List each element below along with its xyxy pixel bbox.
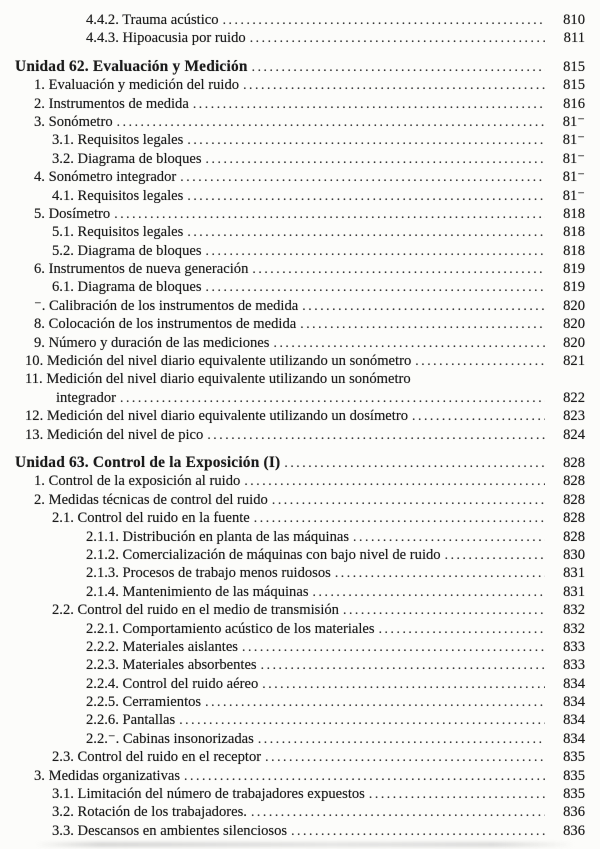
dot-leader — [206, 242, 545, 260]
toc-entry — [0, 711, 585, 729]
toc-entry-page: 818 — [563, 205, 585, 222]
toc-entry-label: 1. Control de la exposición al ruido — [34, 473, 241, 490]
toc-entry-label: 2.2.4. Control del ruido aéreo — [86, 675, 259, 692]
toc-entry — [0, 168, 585, 186]
toc-entry-page: 81⁻ — [562, 169, 585, 186]
toc-entry — [0, 29, 585, 47]
toc-entry-page: 828 — [563, 510, 585, 527]
toc-entry-page: 81⁻ — [562, 113, 585, 130]
toc-entry — [0, 693, 585, 711]
toc-entry — [0, 76, 585, 94]
toc-entry-label: Unidad 62. Evaluación y Medición — [15, 57, 248, 75]
toc-entry-page: 832 — [563, 620, 585, 637]
toc-entry-label: 4. Sonómetro integrador — [34, 169, 177, 186]
toc-entry-label: 3.1. Requisitos legales — [52, 132, 184, 149]
toc-entry — [0, 131, 585, 149]
dot-leader — [184, 767, 545, 785]
dot-leader — [415, 352, 545, 370]
toc-entry — [0, 454, 585, 472]
toc-entry — [0, 370, 585, 388]
toc-entry-page: 828 — [563, 454, 585, 471]
dot-leader — [187, 131, 545, 149]
dot-leader — [179, 711, 545, 729]
toc-entry-page: 830 — [563, 546, 585, 563]
dot-leader — [412, 407, 545, 425]
toc-entry-label: 2.2.6. Pantallas — [86, 712, 176, 729]
dot-leader — [445, 546, 545, 564]
toc-entry-label: 12. Medición del nivel diario equivalente utilizando un dosímetro — [25, 408, 408, 425]
toc-entry-label: 4.4.3. Hipoacusia por ruido — [86, 30, 246, 47]
toc-entry — [0, 407, 585, 425]
toc-entry — [0, 315, 585, 333]
toc-entry-page: 835 — [563, 767, 585, 784]
toc-entry-page: 834 — [563, 694, 585, 711]
toc-entry — [0, 675, 585, 693]
toc-entry-page: 820 — [563, 316, 585, 333]
toc-entry-page: 824 — [563, 426, 585, 443]
dot-leader — [114, 205, 545, 223]
toc-entry-page: 833 — [563, 638, 585, 655]
toc-entry-page: 834 — [563, 675, 585, 692]
toc-entry-label: 2. Instrumentos de medida — [34, 95, 189, 112]
toc-entry-page: 81⁻ — [562, 187, 585, 204]
toc-entry-page: 821 — [563, 353, 585, 370]
toc-entry-label: 3. Medidas organizativas — [34, 767, 181, 784]
toc-entry — [0, 205, 585, 223]
toc-entry-page: 828 — [563, 528, 585, 545]
toc-entry — [0, 748, 585, 766]
toc-entry-page: 832 — [563, 602, 585, 619]
toc-entry-label: 2.2.5. Cerramientos — [86, 694, 202, 711]
toc-entry — [0, 564, 585, 582]
dot-leader — [313, 583, 545, 601]
dot-leader — [272, 491, 545, 509]
dot-leader — [207, 426, 545, 444]
toc-entry-label: 2.1.1. Distribución en planta de las máquinas — [86, 528, 350, 545]
toc-entry-label: 2.1.2. Comercialización de máquinas con bajo nivel de ruido — [86, 546, 441, 563]
toc-entry-label: 2.1.3. Procesos de trabajo menos ruidosos — [86, 565, 331, 582]
toc-entry-label: 4.1. Requisitos legales — [52, 187, 184, 204]
toc-entry — [0, 767, 585, 785]
toc-entry — [0, 242, 585, 260]
toc-entry — [0, 730, 585, 748]
dot-leader — [369, 785, 545, 803]
toc-entry-page: 810 — [563, 12, 585, 28]
toc-entry-label: 4.4.2. Trauma acústico — [86, 12, 219, 28]
toc-entry-label: 5. Dosímetro — [34, 205, 111, 222]
toc-entry — [0, 528, 585, 546]
toc-entry-page: 828 — [563, 491, 585, 508]
toc-entry — [0, 583, 585, 601]
toc-entry-label: 13. Medición del nivel de pico — [25, 426, 204, 443]
dot-leader — [254, 509, 545, 527]
dot-leader — [258, 730, 545, 748]
toc-entry-label: 9. Número y duración de las mediciones — [34, 334, 270, 351]
toc-entry-page: 836 — [563, 822, 585, 839]
toc-entry-page: 836 — [563, 804, 585, 821]
toc-entry-page: 81⁻ — [562, 150, 585, 167]
toc-entry-page: 834 — [563, 730, 585, 747]
toc-entry — [0, 638, 585, 656]
toc-entry — [0, 260, 585, 278]
dot-leader — [243, 76, 545, 94]
toc-entry — [0, 656, 585, 674]
toc-entry-page: 831 — [563, 565, 585, 582]
dot-leader — [242, 638, 545, 656]
toc-entry — [0, 11, 585, 29]
toc-entry-page: 822 — [563, 389, 585, 406]
toc-entry-page: 834 — [563, 712, 585, 729]
toc-entry-label: 2.2.⁻. Cabinas insonorizadas — [86, 730, 254, 747]
dot-leader — [261, 656, 545, 674]
toc-entry — [0, 509, 585, 527]
toc-entry-page: 811 — [563, 30, 585, 47]
scan-artifact — [35, 842, 575, 847]
toc-entry-page: 818 — [563, 224, 585, 241]
toc-entry-page: 833 — [563, 657, 585, 674]
toc-entry-label: integrador — [56, 389, 116, 406]
toc-entry-label: 2.1. Control del ruido en la fuente — [52, 510, 250, 527]
toc-list — [0, 11, 585, 840]
toc-entry-page: 81⁻ — [562, 132, 585, 149]
toc-entry-page: 816 — [563, 95, 585, 112]
dot-leader — [300, 315, 545, 333]
toc-entry-label: 3.1. Limitación del número de trabajadores expuestos — [52, 786, 365, 803]
toc-entry-label: 2.2. Control del ruido en el medio de transmisión — [52, 602, 339, 619]
toc-entry — [0, 389, 585, 407]
dot-leader — [284, 454, 545, 472]
toc-entry — [0, 334, 585, 352]
dot-leader — [335, 564, 545, 582]
dot-leader — [343, 601, 545, 619]
toc-entry-label: 2. Medidas técnicas de control del ruido — [34, 491, 268, 508]
toc-entry-label: Unidad 63. Control de la Exposición (I) — [15, 453, 281, 471]
toc-entry — [0, 822, 585, 840]
dot-leader — [205, 693, 545, 711]
toc-entry-page: 815 — [563, 77, 585, 94]
dot-leader — [206, 278, 545, 296]
toc-entry — [0, 223, 585, 241]
dot-leader — [273, 334, 545, 352]
toc-entry — [0, 426, 585, 444]
dot-leader — [353, 528, 545, 546]
toc-entry — [0, 297, 585, 315]
dot-leader — [244, 472, 545, 490]
toc-entry — [0, 803, 585, 821]
toc-entry-label: 2.1.4. Mantenimiento de las máquinas — [86, 583, 309, 600]
toc-entry-label: 6.1. Diagrama de bloques — [52, 279, 202, 296]
toc-entry — [0, 546, 585, 564]
toc-entry-label: 6. Instrumentos de nueva generación — [34, 261, 249, 278]
toc-entry-label: 8. Colocación de los instrumentos de medida — [34, 316, 297, 333]
toc-entry-page: 819 — [563, 279, 585, 296]
toc-entry-page: 820 — [563, 334, 585, 351]
dot-leader — [252, 58, 545, 76]
toc-entry — [0, 187, 585, 205]
toc-entry-label: 3.3. Descansos en ambientes silenciosos — [52, 822, 288, 839]
dot-leader — [302, 297, 545, 315]
toc-entry-label: 5.2. Diagrama de bloques — [52, 242, 202, 259]
toc-entry — [0, 601, 585, 619]
toc-entry — [0, 58, 585, 76]
toc-entry-label: 2.2.3. Materiales absorbentes — [86, 657, 257, 674]
dot-leader — [379, 620, 545, 638]
dot-leader — [291, 822, 545, 840]
toc-entry-page: 831 — [563, 583, 585, 600]
dot-leader — [250, 29, 545, 47]
dot-leader — [117, 113, 545, 131]
dot-leader — [193, 95, 545, 113]
dot-leader — [262, 675, 545, 693]
toc-entry-page: 835 — [563, 786, 585, 803]
toc-entry — [0, 491, 585, 509]
toc-entry-label: 2.2.1. Comportamiento acústico de los materiales — [86, 620, 375, 637]
toc-entry-page: 819 — [563, 261, 585, 278]
toc-entry-label: 2.2.2. Materiales aislantes — [86, 638, 238, 655]
toc-entry-label: 5.1. Requisitos legales — [52, 224, 184, 241]
toc-entry-page: 815 — [563, 58, 585, 75]
dot-leader — [187, 223, 545, 241]
dot-leader — [223, 11, 545, 29]
toc-entry-label: 10. Medición del nivel diario equivalente utilizando un sonómetro — [25, 353, 412, 370]
toc-entry-label: 11. Medición del nivel diario equivalente utilizando un sonómetro — [25, 371, 411, 388]
toc-entry — [0, 278, 585, 296]
dot-leader — [265, 748, 545, 766]
toc-entry — [0, 785, 585, 803]
toc-entry-label: 3.2. Rotación de los trabajadores. — [52, 804, 247, 821]
toc-entry-page: 823 — [563, 408, 585, 425]
toc-entry-label: 2.3. Control del ruido en el receptor — [52, 749, 262, 766]
dot-leader — [187, 187, 545, 205]
toc-entry — [0, 620, 585, 638]
toc-entry — [0, 352, 585, 370]
dot-leader — [206, 150, 545, 168]
toc-entry — [0, 150, 585, 168]
toc-entry — [0, 95, 585, 113]
dot-leader — [120, 389, 545, 407]
toc-entry-page: 818 — [563, 242, 585, 259]
toc-entry — [0, 113, 585, 131]
dot-leader — [180, 168, 545, 186]
dot-leader — [251, 803, 545, 821]
toc-entry-page: 828 — [563, 473, 585, 490]
toc-entry-label: ⁻. Calibración de los instrumentos de medida — [34, 297, 299, 314]
toc-entry-page: 835 — [563, 749, 585, 766]
toc-entry-label: 3.2. Diagrama de bloques — [52, 150, 202, 167]
toc-entry-label: 3. Sonómetro — [34, 113, 113, 130]
toc-entry — [0, 472, 585, 490]
dot-leader — [252, 260, 545, 278]
toc-entry-label: 1. Evaluación y medición del ruido — [34, 77, 240, 94]
toc-entry-page: 820 — [563, 297, 585, 314]
